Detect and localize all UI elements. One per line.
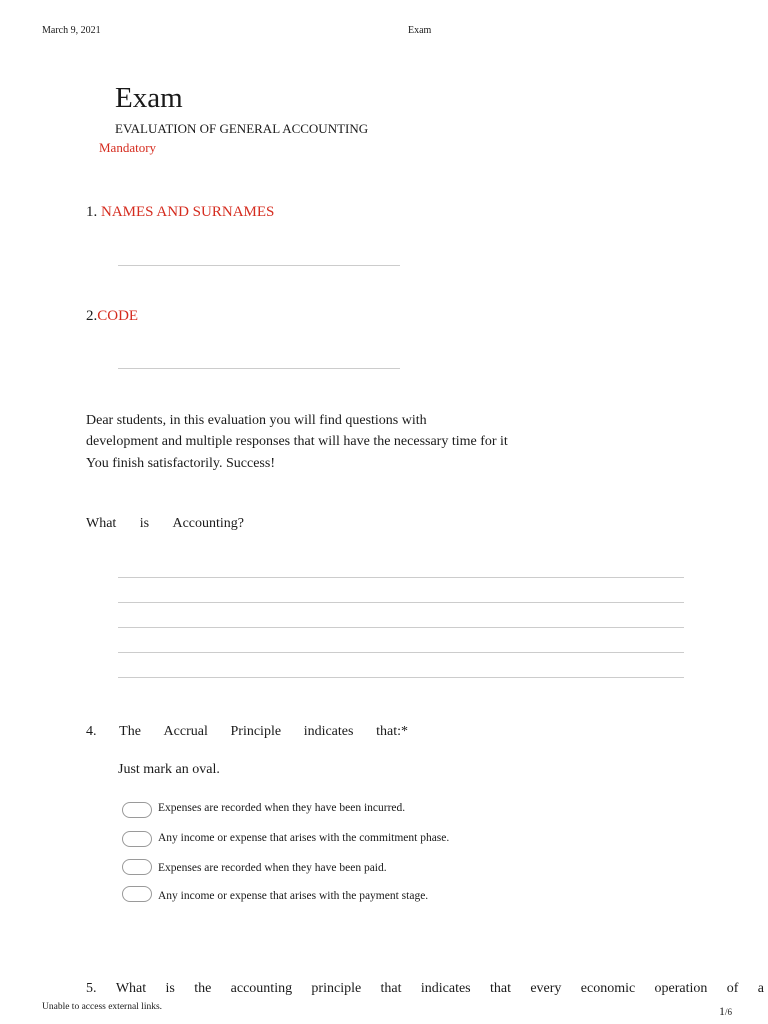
option-label: Expenses are recorded when they have been paid. <box>158 862 387 874</box>
print-date: March 9, 2021 <box>42 25 101 36</box>
form-subtitle: EVALUATION OF GENERAL ACCOUNTING <box>115 121 369 136</box>
question-5-word: the <box>194 981 212 996</box>
question-5-word: indicates <box>420 981 471 996</box>
intro-line-1: Dear students, in this evaluation you will find questions with <box>86 413 427 428</box>
question-3-answer-line[interactable] <box>118 652 684 653</box>
option-radio-oval[interactable] <box>122 802 152 818</box>
option-label: Any income or expense that arises with the payment stage. <box>158 890 429 902</box>
question-2-label: CODE <box>97 308 139 324</box>
question-5-word: accounting <box>230 981 293 996</box>
page-current: 1 <box>719 1004 725 1018</box>
question-3-answer-line[interactable] <box>118 677 684 678</box>
mandatory-label: Mandatory <box>99 140 157 155</box>
question-5-word: that <box>489 981 511 996</box>
question-3-answer-line[interactable] <box>118 577 684 578</box>
question-5-word: operation <box>654 981 708 996</box>
option-radio-oval[interactable] <box>122 886 152 902</box>
question-5-word: every <box>530 981 562 996</box>
question-5-word: What <box>115 981 147 996</box>
question-2-title <box>86 308 138 325</box>
question-5-word: that <box>380 981 402 996</box>
question-3-answer-line[interactable] <box>118 627 684 628</box>
question-4-word: 4. <box>86 724 97 739</box>
option-radio-oval[interactable] <box>122 859 152 875</box>
question-1-answer-field[interactable] <box>118 265 400 266</box>
question-4-title <box>86 724 408 740</box>
option-radio-oval[interactable] <box>122 831 152 847</box>
question-5-word: a <box>757 981 764 996</box>
page-number <box>719 1002 732 1020</box>
intro-line-2: development and multiple responses that will have the necessary time for it <box>86 434 508 449</box>
question-5-word: economic <box>580 981 636 996</box>
question-5-title <box>86 981 764 997</box>
question-5-word: of <box>726 981 739 996</box>
question-2-number: 2. <box>86 308 98 324</box>
page-total: /6 <box>725 1007 733 1017</box>
question-4-word: indicates <box>303 724 354 739</box>
question-4-word: The <box>119 724 141 739</box>
question-3-word: What <box>86 516 117 531</box>
question-1-title <box>86 204 274 221</box>
question-3-word: Accounting? <box>172 516 244 531</box>
question-4-word: Principle <box>230 724 282 739</box>
question-5-word: principle <box>311 981 362 996</box>
option-label: Any income or expense that arises with the commitment phase. <box>158 832 450 844</box>
question-4-word: that:* <box>376 724 408 739</box>
intro-line-3: You finish satisfactorily. Success! <box>86 456 275 471</box>
question-5-word: is <box>165 981 175 996</box>
footer-note: Unable to access external links. <box>42 1002 163 1012</box>
question-4-word: Accrual <box>163 724 208 739</box>
form-title: Exam <box>115 82 183 114</box>
question-3-title <box>86 516 244 532</box>
question-1-number: 1. <box>86 204 98 220</box>
print-title: Exam <box>408 25 432 36</box>
question-5-word: 5. <box>86 981 97 996</box>
question-2-answer-field[interactable] <box>118 368 400 369</box>
question-3-answer-line[interactable] <box>118 602 684 603</box>
option-label: Expenses are recorded when they have been incurred. <box>158 802 406 814</box>
question-1-label: NAMES AND SURNAMES <box>101 204 275 220</box>
question-4-hint: Just mark an oval. <box>118 762 220 777</box>
question-3-word: is <box>139 516 150 531</box>
